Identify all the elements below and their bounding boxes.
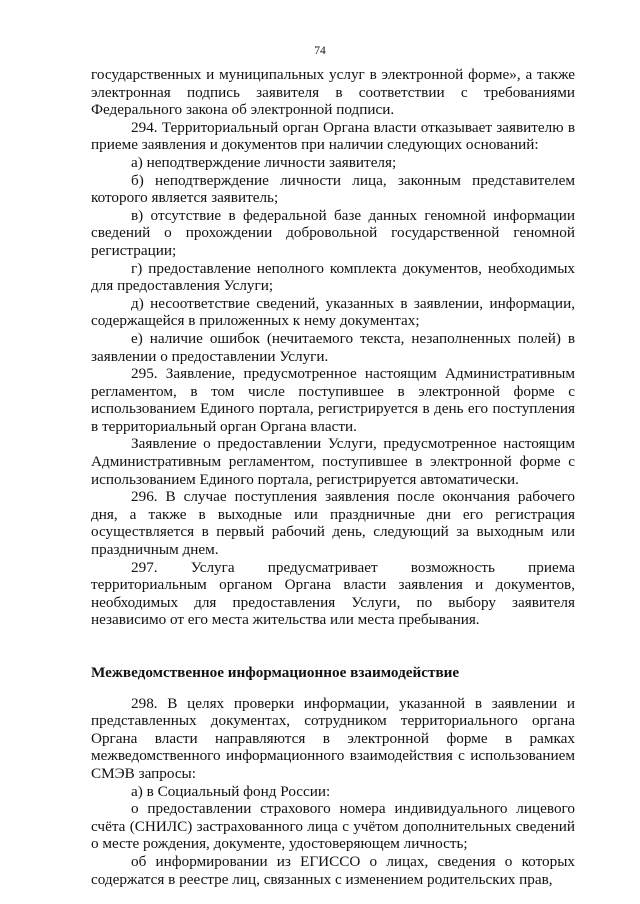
paragraph: 298. В целях проверки информации, указанной в заявлении и представленных документах, сотрудником территориального органа Органа власти направляются в электронной форме в рамках межведомственного информационного взаимодействия с использованием СМЭВ запросы: <box>91 694 575 782</box>
paragraph: об информировании из ЕГИССО о лицах, сведения о которых содержатся в реестре лиц, связанных с изменением родительских прав, <box>91 852 575 888</box>
paragraph: 297. Услуга предусматривает возможность приема территориальным органом Органа власти заявления и документов, необходимых для предоставления Услуги, по выбору заявителя независимо от его места жительства или места пребывания. <box>91 558 575 629</box>
paragraph: 294. Территориальный орган Органа власти отказывает заявителю в приеме заявления и документов при наличии следующих оснований: <box>91 118 575 154</box>
paragraph: е) наличие ошибок (нечитаемого текста, незаполненных полей) в заявлении о предоставлении Услуги. <box>91 329 575 365</box>
paragraphs-after-heading <box>91 695 575 889</box>
paragraph: а) в Социальный фонд России: <box>131 782 331 800</box>
paragraph: 296. В случае поступления заявления после окончания рабочего дня, а также в выходные или праздничные дни его регистрация осуществляется в первый рабочий день, следующий за выходным или праздничным днем. <box>91 488 575 559</box>
paragraph: государственных и муниципальных услуг в электронной форме», а также электронная подпись заявителя в соответствии с требованиями Федерального закона об электронной подписи. <box>91 66 575 119</box>
paragraph: о предоставлении страхового номера индивидуального лицевого счёта (СНИЛС) застрахованного лица с учётом дополнительных сведений о месте рождения, документе, удостоверяющем личность; <box>91 800 575 853</box>
paragraph: д) несоответствие сведений, указанных в заявлении, информации, содержащейся в приложенных к нему документах; <box>91 294 575 330</box>
paragraph: а) неподтверждение личности заявителя; <box>131 153 397 171</box>
paragraph: в) отсутствие в федеральной базе данных геномной информации сведений о прохождении добровольной государственной геномной регистрации; <box>91 206 575 259</box>
document-body <box>91 66 575 888</box>
paragraph: г) предоставление неполного комплекта документов, необходимых для предоставления Услуги; <box>91 259 575 295</box>
paragraph: 295. Заявление, предусмотренное настоящим Административным регламентом, в том числе поступившее в электронной форме с использованием Единого портала, регистрируется в день его поступления в территориальный орган Органа власти. <box>91 365 575 435</box>
paragraph: Заявление о предоставлении Услуги, предусмотренное настоящим Административным регламентом, поступившее в электронной форме с использованием Единого портала, регистрируется автоматически. <box>91 435 575 488</box>
paragraphs-before-heading <box>91 66 575 629</box>
paragraph: б) неподтверждение личности лица, законным представителем которого является заявитель; <box>91 171 575 207</box>
page-number: 74 <box>314 45 326 57</box>
section-heading: Межведомственное информационное взаимодействие <box>91 664 460 681</box>
